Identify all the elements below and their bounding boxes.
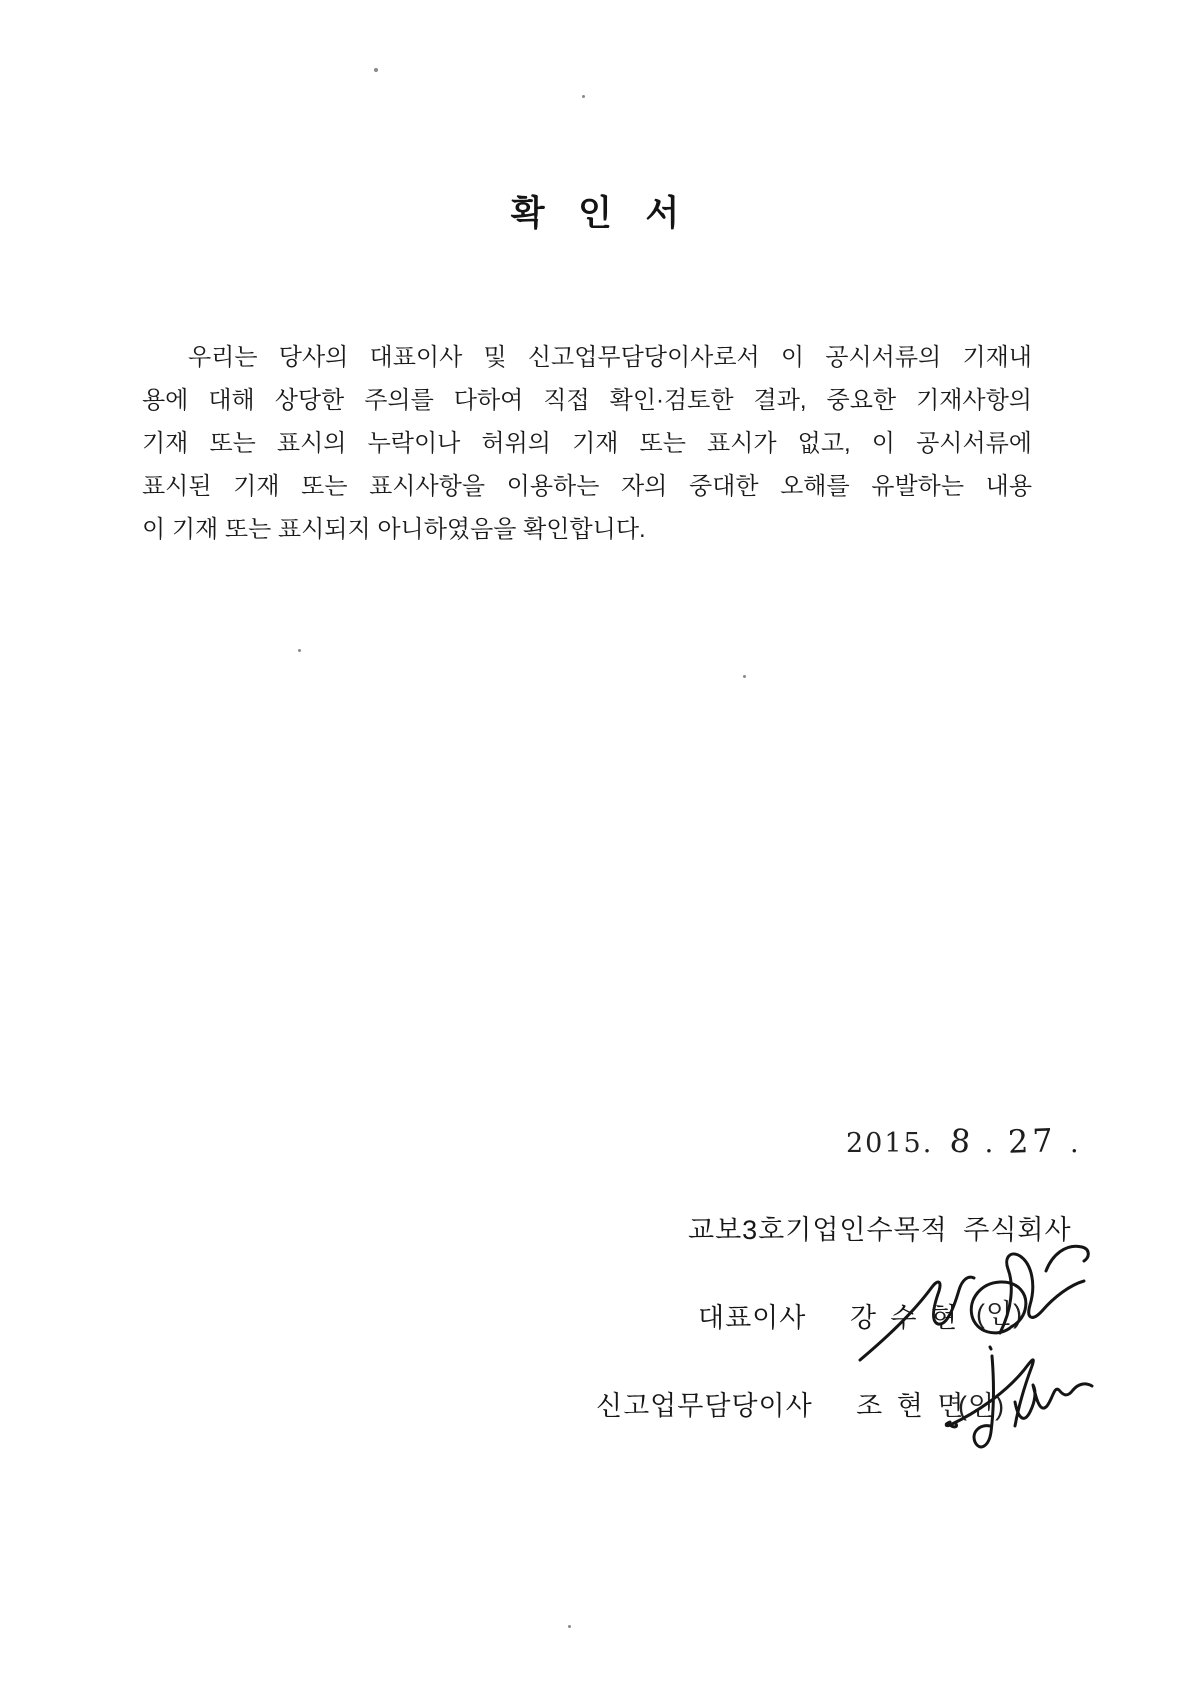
date-line (846, 1122, 1079, 1160)
paragraph-line: 표시된 기재 또는 표시사항을 이용하는 자의 중대한 오해를 유발하는 내용 (142, 473, 1032, 500)
scan-artifact-dot (743, 675, 746, 678)
paragraph-line: 이 기재 또는 표시되지 아니하였음을 확인합니다. (142, 516, 646, 543)
date-trailing-dot: . (1069, 1128, 1079, 1159)
document-title: 확 인 서 (510, 194, 692, 233)
signer-role-ceo: 대표이사 (698, 1303, 807, 1333)
signer-name-ceo: 강 수 현 (849, 1303, 960, 1333)
paragraph-line: 기재 또는 표시의 누락이나 허위의 기재 또는 표시가 없고, 이 공시서류에 (142, 430, 1032, 457)
signer-row-officer (596, 1384, 965, 1423)
date-separator-dot: . (984, 1128, 994, 1159)
company-name: 교보3호기업인수목적 주식회사 (688, 1215, 1072, 1245)
paragraph-line: 용에 대해 상당한 주의를 다하여 직접 확인·검토한 결과, 중요한 기재사항의 (142, 387, 1032, 414)
signer-name-officer: 조 현 면 (856, 1391, 966, 1421)
paragraph-line: 우리는 당사의 대표이사 및 신고업무담당이사로서 이 공시서류의 기재내 (188, 344, 1032, 371)
scan-artifact-dot (568, 1625, 571, 1628)
signature-officer-image (920, 1340, 1100, 1485)
date-day-handwritten: 27 (1007, 1121, 1058, 1161)
date-year-printed: 2015. (846, 1128, 934, 1159)
scan-artifact-dot (374, 68, 378, 72)
date-month-handwritten: 8 (948, 1121, 973, 1161)
seal-mark-officer: (인) (958, 1391, 1006, 1421)
seal-mark-ceo: (인) (976, 1299, 1024, 1329)
signer-role-officer: 신고업무담당이사 (596, 1391, 813, 1421)
signature-officer-strokes (920, 1340, 1100, 1480)
scan-artifact-dot (298, 649, 301, 652)
confirmation-paragraph (142, 336, 1032, 551)
scan-artifact-dot (582, 95, 585, 98)
